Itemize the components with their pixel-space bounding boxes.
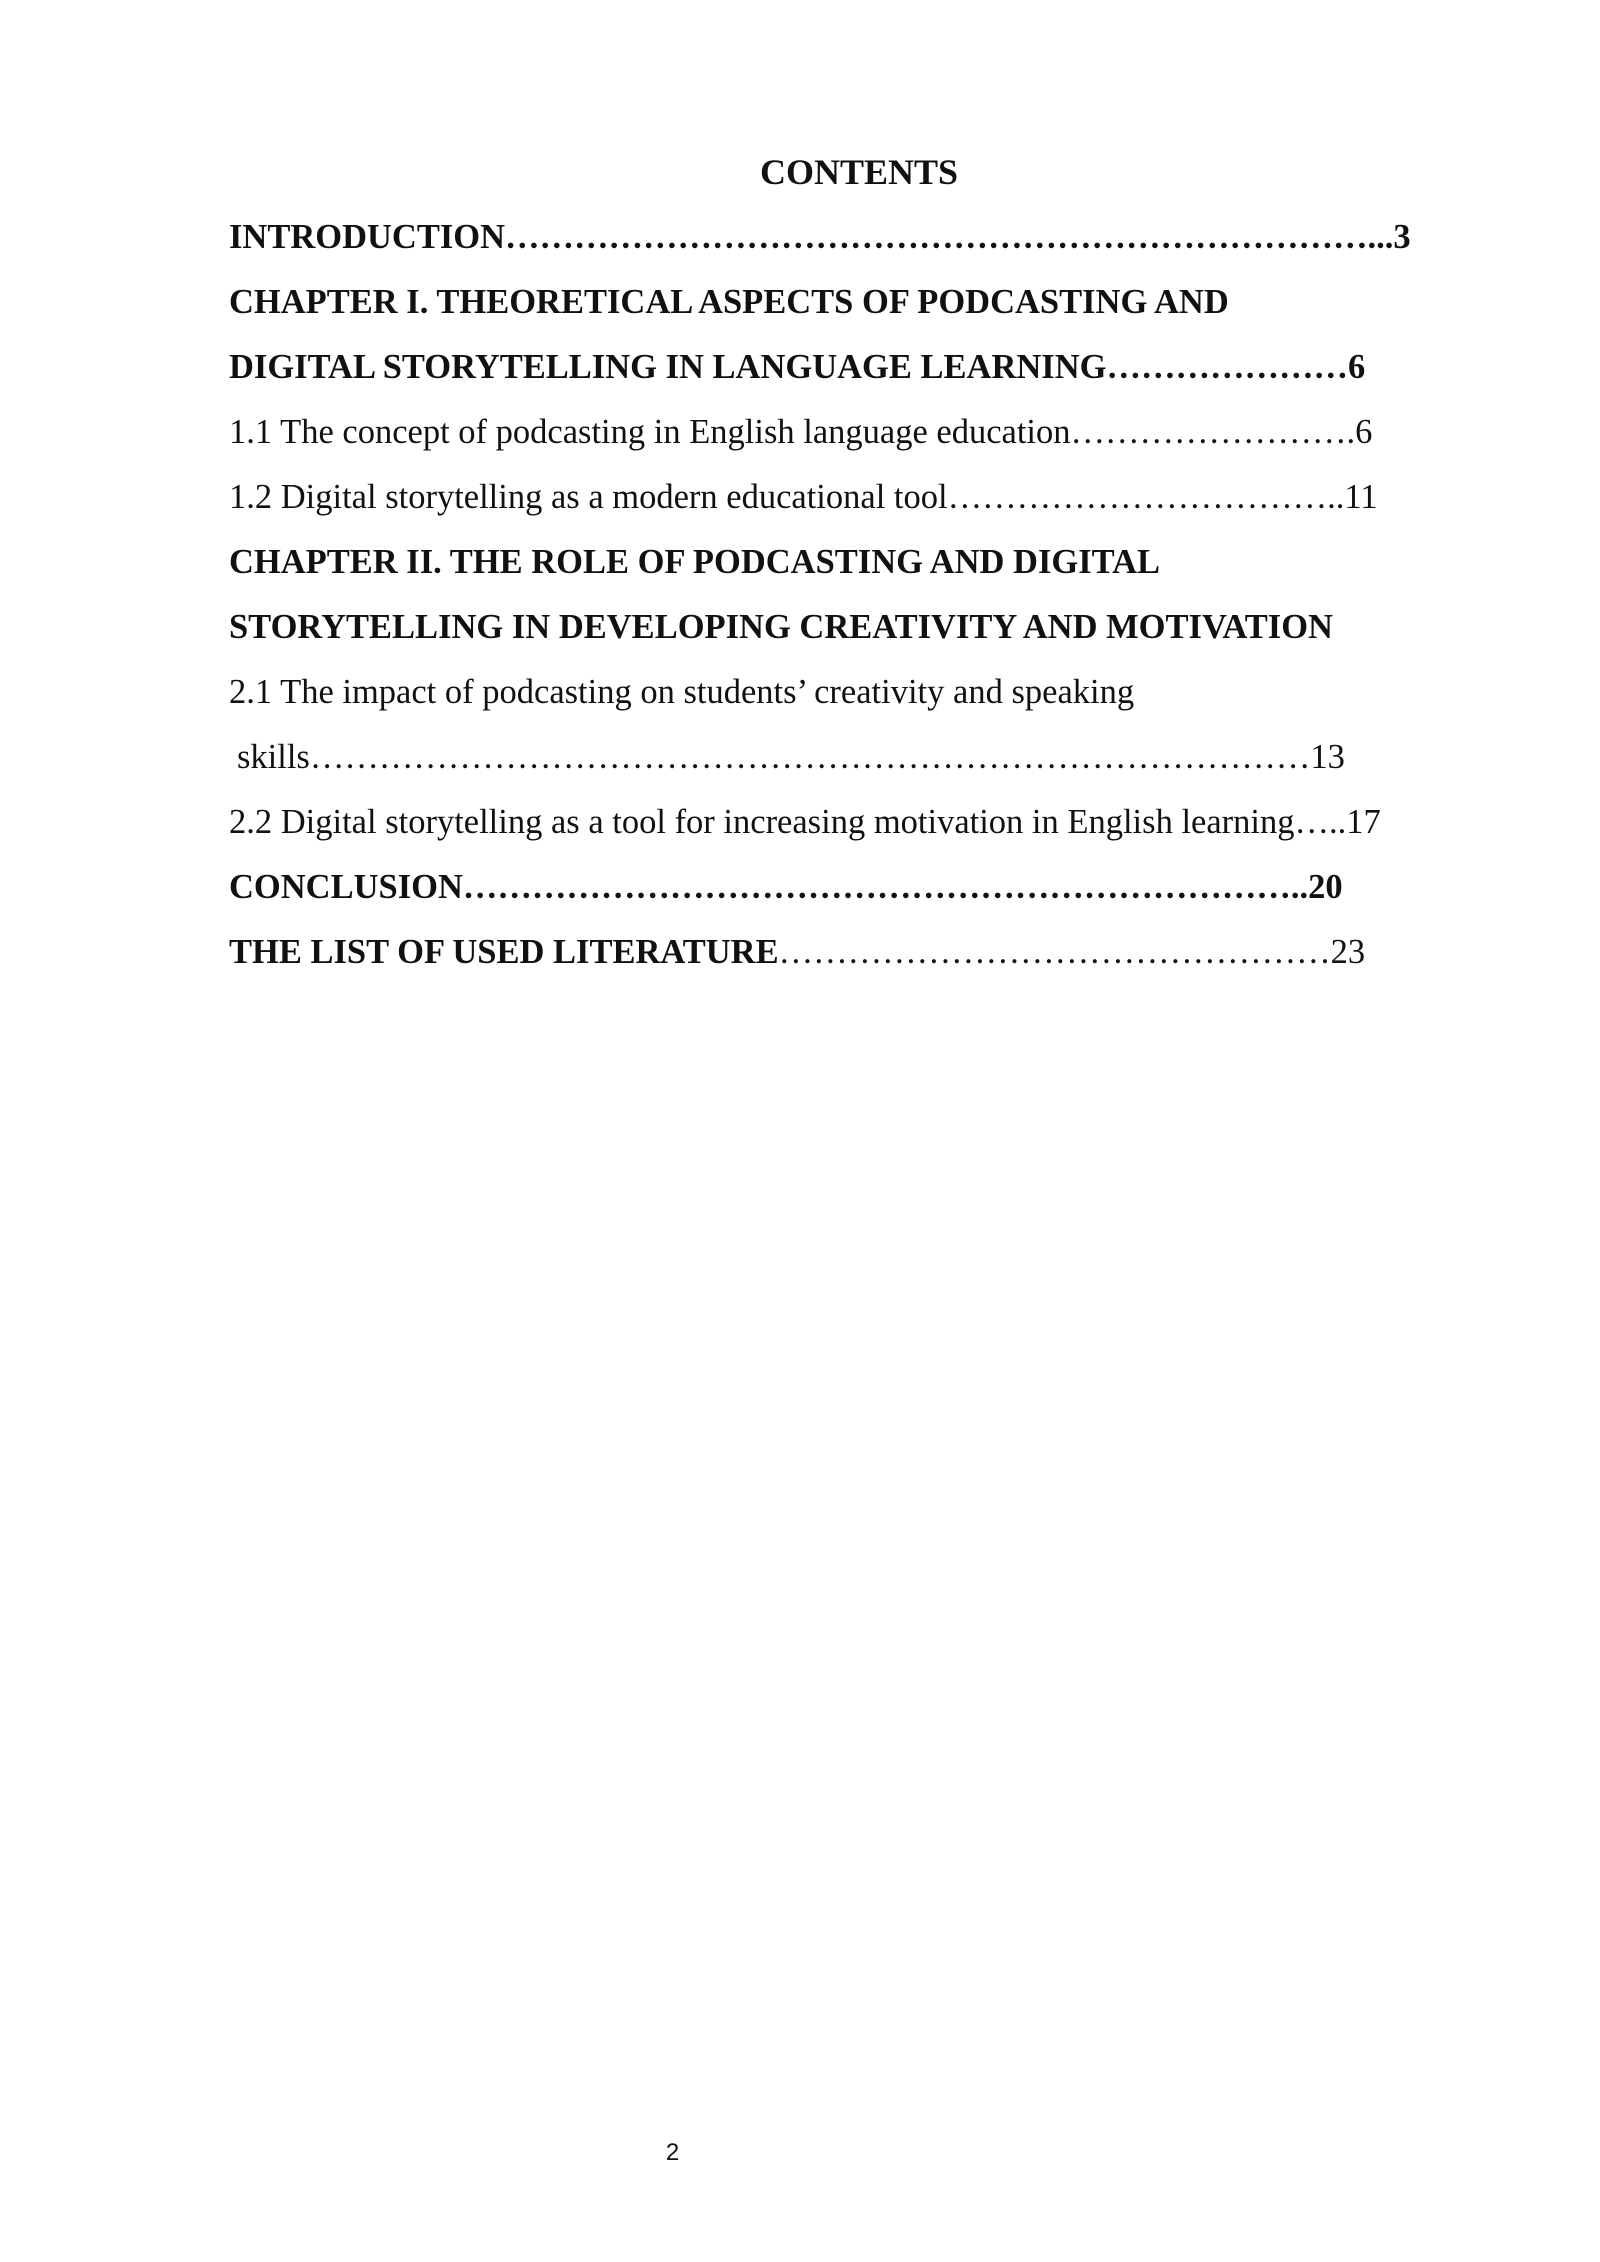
- toc-entry-literature: [229, 920, 1489, 985]
- toc-entry-chapter-2-line-1: CHAPTER II. THE ROLE OF PODCASTING AND DIGITAL: [229, 543, 1161, 581]
- literature-heading: THE LIST OF USED LITERATURE: [229, 933, 779, 971]
- toc-entry-chapter-2-line-2: STORYTELLING IN DEVELOPING CREATIVITY AND MOTIVATION: [229, 608, 1333, 646]
- toc-entry-2-2: 2.2 Digital storytelling as a tool for increasing motivation in English learning…..17: [229, 803, 1381, 841]
- toc-entry-1-1: 1.1 The concept of podcasting in English language education…………………….6: [229, 413, 1373, 451]
- toc-entry-1-2: 1.2 Digital storytelling as a modern educational tool……………………………..11: [229, 478, 1378, 516]
- toc-entry-chapter-1-line-1: CHAPTER I. THEORETICAL ASPECTS OF PODCASTING AND: [229, 283, 1229, 321]
- table-of-contents: [229, 140, 1489, 985]
- toc-entry-conclusion: CONCLUSION………………………………………………………………..20: [229, 868, 1343, 906]
- literature-leader-and-page: …………………………………………23: [778, 933, 1366, 971]
- toc-entry-introduction: INTRODUCTION…………………………………………………………………...3: [229, 218, 1411, 256]
- toc-entry-2-1-line-2: skills……………………………………………………………………………13: [237, 738, 1345, 776]
- page-number: 2: [665, 2139, 680, 2166]
- chapter-1-heading-continued: DIGITAL STORYTELLING IN LANGUAGE LEARNING…………………6: [229, 348, 1366, 386]
- toc-entry-2-1-line-1: 2.1 The impact of podcasting on students’ creativity and speaking: [229, 673, 1135, 711]
- contents-heading: CONTENTS: [759, 152, 959, 192]
- toc-entry-chapter-1-line-2: [229, 335, 1489, 400]
